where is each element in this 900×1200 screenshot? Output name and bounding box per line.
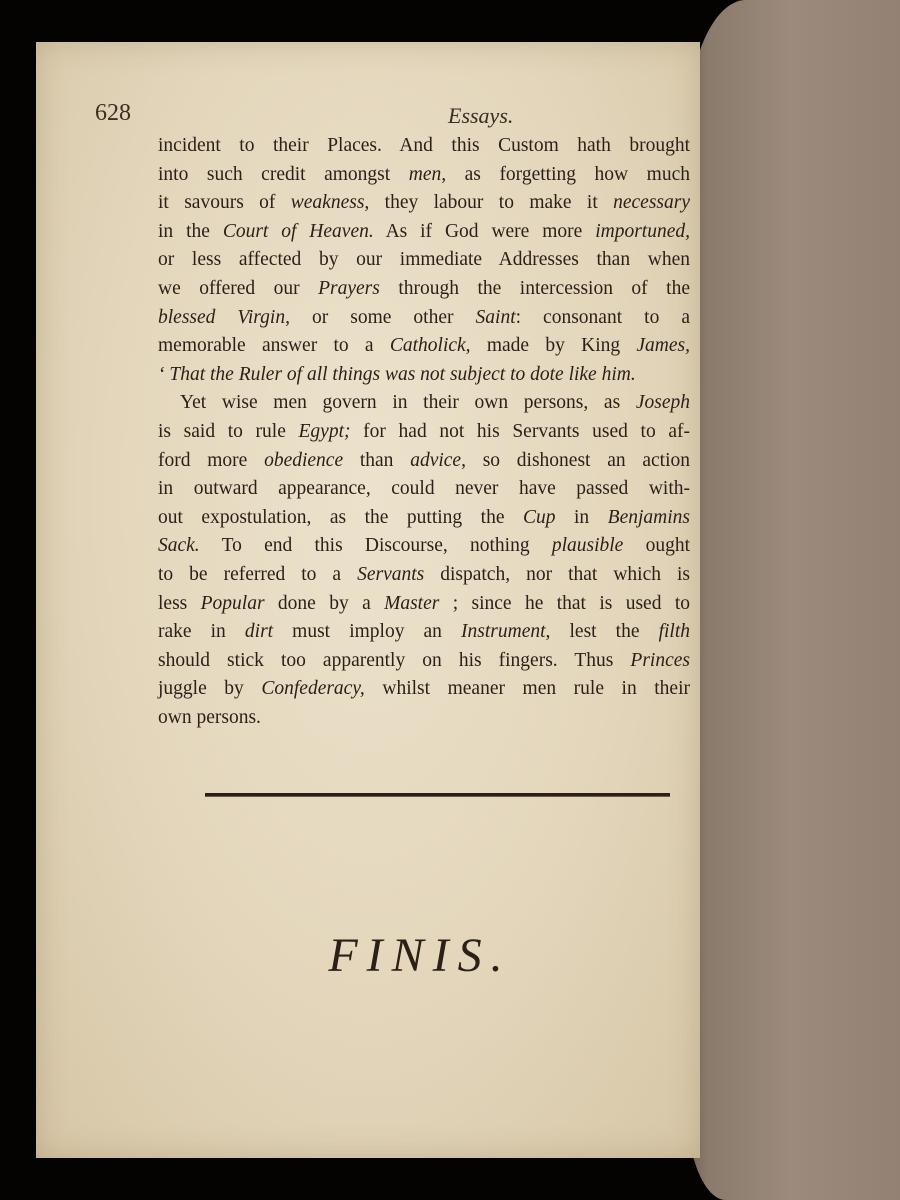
text-run: in bbox=[555, 506, 608, 528]
text-run: for had not his Servants used to af- bbox=[350, 420, 690, 442]
horizontal-rule bbox=[205, 793, 670, 797]
body-text bbox=[158, 132, 690, 732]
text-run: ought bbox=[623, 535, 691, 557]
text-run: rake in bbox=[158, 621, 245, 643]
italic-text-run: Master bbox=[384, 592, 440, 614]
text-run: dispatch, nor that which is bbox=[424, 563, 690, 585]
italic-text-run: plausible bbox=[551, 535, 624, 557]
text-run: they labour to make it bbox=[369, 192, 614, 214]
text-line bbox=[158, 418, 690, 447]
italic-text-run: Sack. bbox=[158, 535, 200, 557]
page-number: 628 bbox=[95, 100, 131, 126]
text-run: memorable answer to a bbox=[158, 335, 390, 357]
text-run: is said to rule bbox=[158, 420, 299, 442]
text-line bbox=[158, 447, 690, 476]
text-run: made by King bbox=[470, 335, 637, 357]
italic-text-run: Servants bbox=[357, 563, 425, 585]
text-line bbox=[158, 246, 690, 275]
text-line bbox=[158, 532, 690, 561]
text-run: it savours of bbox=[158, 192, 291, 214]
italic-text-run: filth bbox=[658, 621, 690, 643]
text-run: ; since he that is used to bbox=[439, 592, 690, 614]
text-run: than bbox=[343, 449, 411, 471]
italic-text-run: blessed Virgin, bbox=[158, 306, 290, 328]
italic-text-run: Confederacy, bbox=[261, 678, 365, 700]
text-line bbox=[158, 361, 690, 390]
text-run: done by a bbox=[264, 592, 385, 614]
text-line bbox=[158, 561, 690, 590]
text-line bbox=[158, 704, 690, 733]
text-run: Yet wise men govern in their own persons, as bbox=[180, 392, 636, 414]
italic-text-run: James, bbox=[636, 335, 690, 357]
text-run: lest the bbox=[550, 621, 659, 643]
text-run: into such credit amongst bbox=[158, 163, 409, 185]
text-run: or less affected by our immediate Addresses than when bbox=[158, 249, 690, 271]
text-line bbox=[158, 275, 690, 304]
text-line bbox=[158, 590, 690, 619]
text-line bbox=[158, 218, 690, 247]
text-line bbox=[158, 618, 690, 647]
text-run: As if God were more bbox=[373, 220, 596, 242]
text-run: incident to their Places. And this Custom hath brought bbox=[158, 135, 690, 156]
text-run: should stick too apparently on his fingers. Thus bbox=[158, 649, 631, 671]
italic-text-run: obedience bbox=[264, 449, 344, 471]
text-run: as forgetting how much bbox=[446, 163, 690, 185]
running-head: Essays. bbox=[448, 103, 514, 128]
text-run: must imploy an bbox=[273, 621, 462, 643]
text-line bbox=[158, 675, 690, 704]
text-run: To end this Discourse, nothing bbox=[199, 535, 552, 557]
text-line bbox=[158, 161, 690, 190]
italic-text-run: Popular bbox=[200, 592, 265, 614]
italic-text-run: Instrument, bbox=[461, 621, 551, 643]
italic-text-run: necessary bbox=[613, 192, 691, 214]
text-run: or some other bbox=[289, 306, 476, 328]
text-line bbox=[158, 304, 690, 333]
italic-text-run: weakness, bbox=[290, 192, 370, 214]
text-run: through the intercession of the bbox=[379, 277, 690, 299]
text-run: less bbox=[158, 592, 201, 614]
italic-text-run: Court of Heaven. bbox=[222, 220, 374, 242]
text-run: in outward appearance, could never have passed with- bbox=[158, 478, 690, 500]
italic-text-run: Egypt; bbox=[298, 420, 351, 442]
italic-text-run: Cup bbox=[522, 506, 556, 528]
text-line bbox=[158, 132, 690, 161]
text-line bbox=[158, 504, 690, 533]
italic-text-run: Saint bbox=[475, 306, 516, 328]
italic-text-run: ‘ That the Ruler of all things was not subject to dote like him. bbox=[158, 363, 636, 385]
text-run: so dishonest an action bbox=[465, 449, 691, 471]
text-run: in the bbox=[158, 220, 223, 242]
italic-text-run: Princes bbox=[630, 649, 690, 671]
text-run: whilst meaner men rule in their bbox=[364, 678, 690, 700]
text-line bbox=[158, 332, 690, 361]
text-run: we offered our bbox=[158, 277, 319, 299]
text-run: to be referred to a bbox=[158, 563, 358, 585]
text-run: out expostulation, as the putting the bbox=[158, 506, 523, 528]
text-run: ford more bbox=[158, 449, 265, 471]
italic-text-run: Benjamins bbox=[607, 506, 690, 528]
italic-text-run: Joseph bbox=[635, 392, 690, 414]
text-line bbox=[158, 189, 690, 218]
italic-text-run: Prayers bbox=[318, 277, 380, 299]
text-run: juggle by bbox=[158, 678, 262, 700]
finis-heading: FINIS. bbox=[328, 929, 512, 982]
text-run: own persons. bbox=[158, 706, 261, 728]
text-run: : consonant to a bbox=[515, 306, 690, 328]
italic-text-run: dirt bbox=[244, 621, 274, 643]
italic-text-run: Catholick, bbox=[389, 335, 471, 357]
italic-text-run: importuned, bbox=[595, 220, 691, 242]
italic-text-run: advice, bbox=[410, 449, 466, 471]
book-cover-edge bbox=[686, 0, 900, 1200]
text-line bbox=[158, 389, 690, 418]
text-line bbox=[158, 647, 690, 676]
text-line bbox=[158, 475, 690, 504]
italic-text-run: men, bbox=[408, 163, 447, 185]
